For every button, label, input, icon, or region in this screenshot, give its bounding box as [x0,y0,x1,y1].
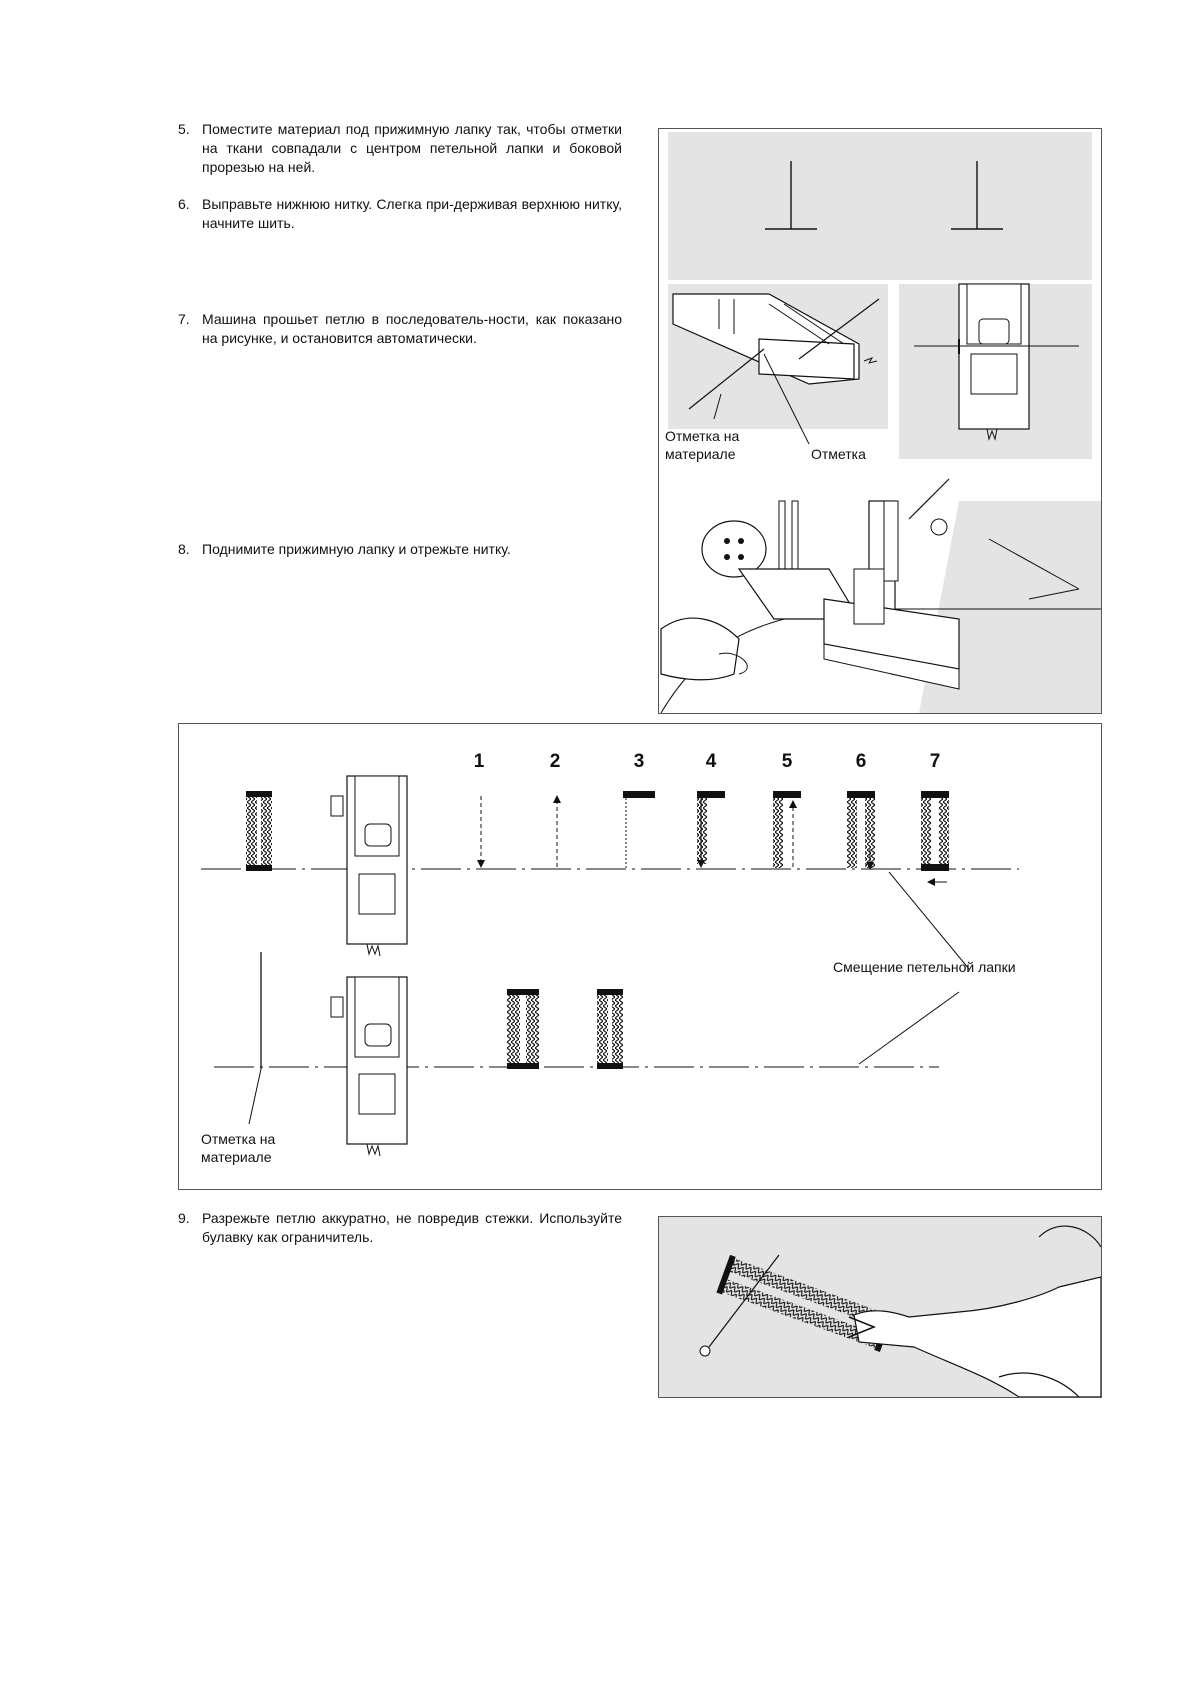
step-number: 5. [178,121,190,137]
buttonhole-sequence-diagram [178,723,1102,1190]
sequence-step-6: 6 [855,751,867,772]
label-mark-on-material-bottom: Отметка на материале [201,1131,276,1165]
sequence-step-3: 3 [633,751,645,772]
label-foot-shift: Смещение петельной лапки [833,959,1016,975]
sequence-step-1: 1 [473,751,485,772]
step-text: Разрежьте петлю аккуратно, не повредив стежки. Используйте булавку как ограничитель. [202,1210,622,1245]
buttonhole-foot-top [331,776,407,956]
presser-foot-drawing [659,129,1101,713]
step-9 [178,1209,622,1247]
foot-closeup-left [668,284,888,429]
step-7 [178,310,622,348]
sequence-step-4: 4 [705,751,717,772]
step-text: Выправьте нижнюю нитку. Слегка при-держивая верхнюю нитку, начните шить. [202,196,622,231]
machine-drawing [661,479,1101,713]
buttonhole-bottom-2 [597,989,623,1069]
buttonhole-bottom-1 [507,989,539,1069]
cutting-drawing [659,1217,1101,1397]
foot-closeup-right [899,284,1092,459]
step-text: Поместите материал под прижимную лапку так, чтобы отметки на ткани совпадали с центром петельной лапки и боковой прорезью на ней. [202,121,622,175]
label-mark-on-material: Отметка на материале [665,428,740,462]
finished-buttonhole [246,791,272,871]
step-6 [178,195,622,233]
cutting-illustration [658,1216,1102,1398]
step-number: 6. [178,196,190,212]
sequence-step-2: 2 [549,751,561,772]
step-8 [178,540,622,559]
step-text: Поднимите прижимную лапку и отрежьте нитку. [202,541,511,557]
sequence-step-7: 7 [929,751,941,772]
sequence-drawing [179,724,1101,1189]
step-number: 8. [178,541,190,557]
label-mark: Отметка [811,446,866,462]
step-number: 7. [178,311,190,327]
fabric-area [668,132,1092,280]
sequence-step-5: 5 [781,751,793,772]
step-5 [178,120,622,177]
step-number: 9. [178,1210,190,1226]
presser-foot-illustration [658,128,1102,714]
step-text: Машина прошьет петлю в последователь-ности, как показано на рисунке, и остановится автоматически. [202,311,622,346]
